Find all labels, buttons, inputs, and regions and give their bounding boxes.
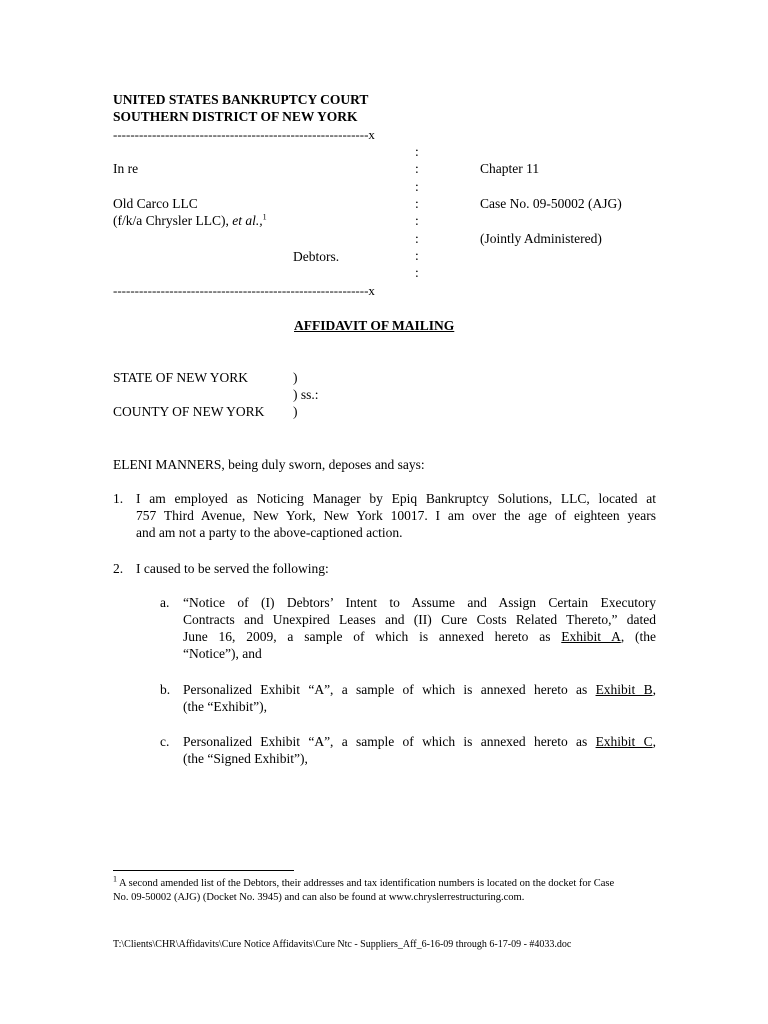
caption-rule-top: -----------------------------------------------------------x — [113, 127, 375, 142]
item-a — [183, 594, 656, 662]
caption-colon: : — [415, 196, 419, 211]
item-b — [183, 681, 656, 715]
caption-colon: : — [415, 161, 419, 176]
document-title: AFFIDAVIT OF MAILING — [294, 318, 455, 333]
item-c-line: (the “Signed Exhibit”), — [183, 751, 308, 766]
paragraph-2-text: I caused to be served the following: — [136, 561, 329, 576]
jointly-administered: (Jointly Administered) — [480, 231, 602, 246]
item-b-text: Personalized Exhibit “A”, a sample of which is annexed hereto as — [183, 682, 596, 697]
exhibit-a-reference: Exhibit A — [561, 629, 621, 644]
case-number: Case No. 09-50002 (AJG) — [480, 196, 622, 211]
footnote-ref: 1 — [262, 212, 267, 222]
footnote-marker: 1 — [113, 874, 117, 884]
caption-colon: : — [415, 248, 419, 263]
item-c-label: c. — [160, 734, 170, 749]
exhibit-c-reference: Exhibit C — [595, 734, 653, 749]
item-a-line: Contracts and Unexpired Leases and (II) Cure Costs Related Thereto,” dated — [183, 612, 656, 627]
caption-colon: : — [415, 144, 419, 159]
item-a-text: June 16, 2009, a sample of which is annexed hereto as — [183, 629, 562, 644]
paragraph-2-number: 2. — [113, 561, 124, 576]
item-b-text: , — [652, 682, 656, 697]
item-a-label: a. — [160, 595, 170, 610]
intro-statement: ELENI MANNERS, being duly sworn, deposes and says: — [113, 457, 425, 472]
debtor-name: Old Carco LLC — [113, 196, 198, 211]
footnote-separator — [113, 870, 294, 871]
item-a-text: , (the — [620, 629, 656, 644]
chapter-number: Chapter 11 — [480, 161, 540, 176]
item-a-line: “Notice”), and — [183, 646, 262, 661]
caption-colon: : — [415, 265, 419, 280]
court-name: UNITED STATES BANKRUPTCY COURT — [113, 92, 369, 107]
paragraph-1 — [136, 490, 656, 541]
caption-colon: : — [415, 231, 419, 246]
debtors-label: Debtors. — [293, 249, 340, 264]
paragraph-1-line: I am employed as Noticing Manager by Epiq Bankruptcy Solutions, LLC, located at — [136, 491, 656, 506]
item-b-line: (the “Exhibit”), — [183, 699, 267, 714]
venue-ss: ) ss.: — [293, 387, 319, 402]
item-c — [183, 733, 656, 767]
venue-paren: ) — [293, 370, 298, 385]
item-b-label: b. — [160, 682, 171, 697]
venue-state: STATE OF NEW YORK — [113, 370, 249, 385]
item-a-line — [183, 628, 656, 645]
exhibit-b-reference: Exhibit B — [595, 682, 653, 697]
item-c-text: Personalized Exhibit “A”, a sample of which is annexed hereto as — [183, 734, 596, 749]
caption-rule-bottom: -----------------------------------------------------------x — [113, 283, 375, 298]
item-b-line — [183, 681, 656, 698]
footnote-line: No. 09-50002 (AJG) (Docket No. 3945) and can also be found at www.chryslerrestructuring.com. — [113, 892, 525, 903]
venue-county: COUNTY OF NEW YORK — [113, 404, 265, 419]
debtor-fka — [113, 212, 267, 229]
item-c-line — [183, 733, 656, 750]
caption-colon: : — [415, 213, 419, 228]
footnote-line: A second amended list of the Debtors, their addresses and tax identification numbers is located on the docket for Case — [117, 878, 615, 889]
item-a-line: “Notice of (I) Debtors’ Intent to Assume and Assign Certain Executory — [183, 595, 656, 610]
court-district: SOUTHERN DISTRICT OF NEW YORK — [113, 109, 358, 124]
in-re-label: In re — [113, 161, 139, 176]
debtor-fka-text: (f/k/a Chrysler LLC), — [113, 213, 233, 228]
debtor-et-al: et al., — [232, 213, 263, 228]
file-path: T:\Clients\CHR\Affidavits\Cure Notice Affidavits\Cure Ntc - Suppliers_Aff_6-16-09 through 6-17-09 - #4033.doc — [113, 939, 572, 950]
item-c-text: , — [652, 734, 656, 749]
footnote — [113, 874, 615, 891]
paragraph-1-line: 757 Third Avenue, New York, New York 10017. I am over the age of eighteen years — [136, 508, 656, 523]
venue-paren: ) — [293, 404, 298, 419]
caption-colon: : — [415, 179, 419, 194]
paragraph-1-line: and am not a party to the above-captioned action. — [136, 525, 403, 540]
paragraph-1-number: 1. — [113, 491, 124, 506]
